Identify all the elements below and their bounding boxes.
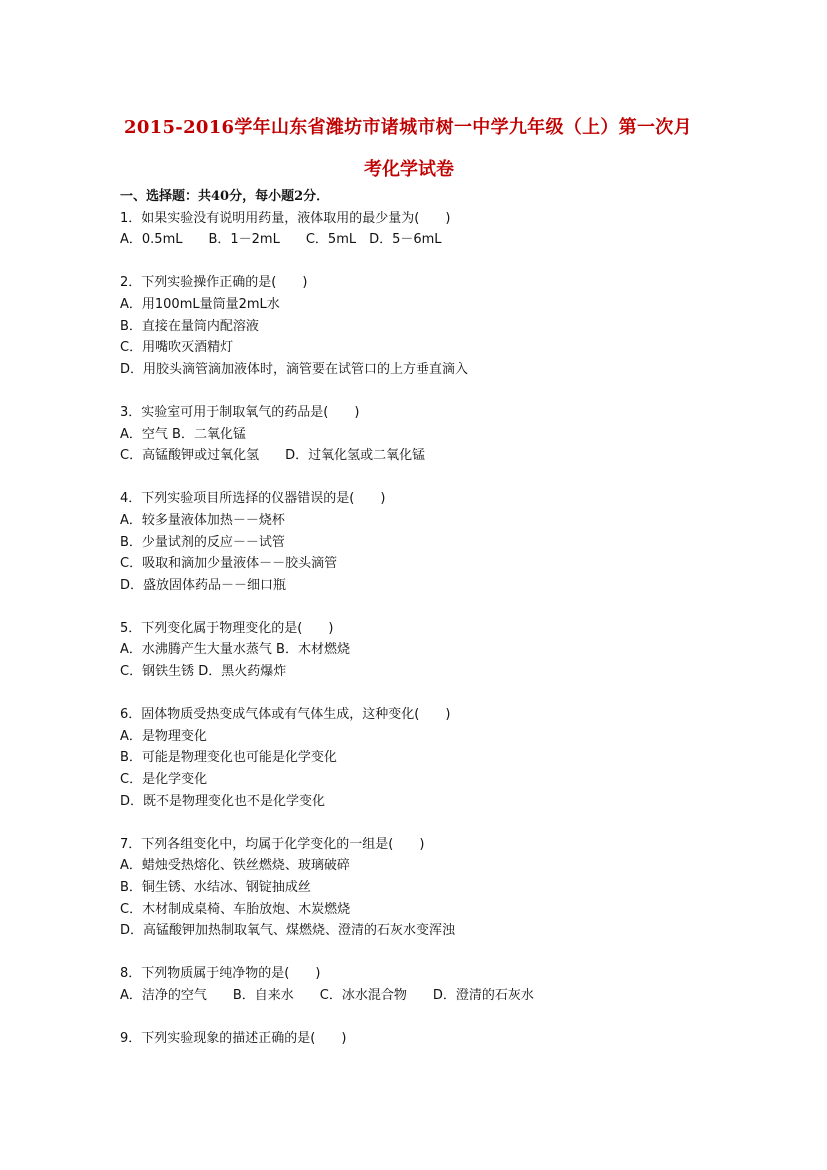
question-option: A．水沸腾产生大量水蒸气 B．木材燃烧 bbox=[120, 642, 350, 658]
question-option: A．较多量液体加热－－烧杯 bbox=[120, 512, 285, 528]
question-stem: 9．下列实验现象的描述正确的是( ) bbox=[120, 1031, 347, 1047]
question-stem: 3．实验室可用于制取氧气的药品是( ) bbox=[120, 404, 360, 420]
exam-title-line-2: 考化学试卷 bbox=[364, 159, 454, 180]
question-option: C．钢铁生锈 D．黑火药爆炸 bbox=[120, 664, 287, 680]
question-option: C．木材制成桌椅、车胎放炮、木炭燃烧 bbox=[120, 901, 351, 917]
question-option: A．蜡烛受热熔化、铁丝燃烧、玻璃破碎 bbox=[120, 858, 350, 874]
question-4 bbox=[120, 488, 720, 596]
question-stem: 5．下列变化属于物理变化的是( ) bbox=[120, 620, 334, 636]
question-6 bbox=[120, 704, 720, 812]
question-option: B．铜生锈、水结冰、钢锭抽成丝 bbox=[120, 880, 311, 895]
question-stem: 1．如果实验没有说明用药量，液体取用的最少量为( ) bbox=[120, 210, 451, 226]
question-3 bbox=[120, 402, 720, 467]
question-option: C．高锰酸钾或过氧化氢 D．过氧化氢或二氧化锰 bbox=[120, 448, 426, 464]
section-heading: 一、选择题：共40分，每小题2分． bbox=[120, 189, 330, 204]
question-8 bbox=[120, 963, 720, 1006]
question-option: B．直接在量筒内配溶液 bbox=[120, 318, 259, 334]
question-option: A．洁净的空气 B．自来水 C．冰水混合物 D．澄清的石灰水 bbox=[120, 987, 534, 1003]
question-stem: 7．下列各组变化中，均属于化学变化的一组是( ) bbox=[120, 836, 425, 852]
question-option: D．高锰酸钾加热制取氧气、煤燃烧、澄清的石灰水变浑浊 bbox=[120, 923, 456, 939]
question-stem: 2．下列实验操作正确的是( ) bbox=[120, 275, 308, 291]
exam-content bbox=[120, 186, 720, 1050]
question-1 bbox=[120, 208, 720, 251]
question-option: C．吸取和滴加少量液体－－胶头滴管 bbox=[120, 556, 338, 572]
question-stem: 8．下列物质属于纯净物的是( ) bbox=[120, 966, 321, 982]
question-option: A．用100mL量筒量2mL水 bbox=[120, 296, 280, 312]
question-option: C．用嘴吹灭酒精灯 bbox=[120, 340, 234, 356]
question-option: A．空气 B．二氧化锰 bbox=[120, 426, 246, 442]
question-option: C．是化学变化 bbox=[120, 772, 208, 788]
question-5 bbox=[120, 618, 720, 683]
question-7 bbox=[120, 834, 720, 942]
question-option: B．可能是物理变化也可能是化学变化 bbox=[120, 750, 337, 766]
question-list bbox=[120, 208, 720, 1050]
question-option: D．既不是物理变化也不是化学变化 bbox=[120, 793, 326, 809]
question-option: B．少量试剂的反应－－试管 bbox=[120, 534, 285, 550]
question-option: D．用胶头滴管滴加液体时，滴管要在试管口的上方垂直滴入 bbox=[120, 361, 469, 377]
question-option: A．0.5mL B．1－2mL C．5mL D．5－6mL bbox=[120, 232, 442, 248]
question-stem: 6．固体物质受热变成气体或有气体生成，这种变化( ) bbox=[120, 707, 451, 723]
question-option: A．是物理变化 bbox=[120, 728, 207, 744]
question-9 bbox=[120, 1028, 720, 1050]
exam-title-line-1: 2015-2016学年山东省潍坊市诸城市树一中学九年级（上）第一次月 bbox=[124, 117, 692, 138]
question-stem: 4．下列实验项目所选择的仪器错误的是( ) bbox=[120, 491, 386, 507]
question-2 bbox=[120, 272, 720, 380]
question-option: D．盛放固体药品－－细口瓶 bbox=[120, 577, 287, 593]
